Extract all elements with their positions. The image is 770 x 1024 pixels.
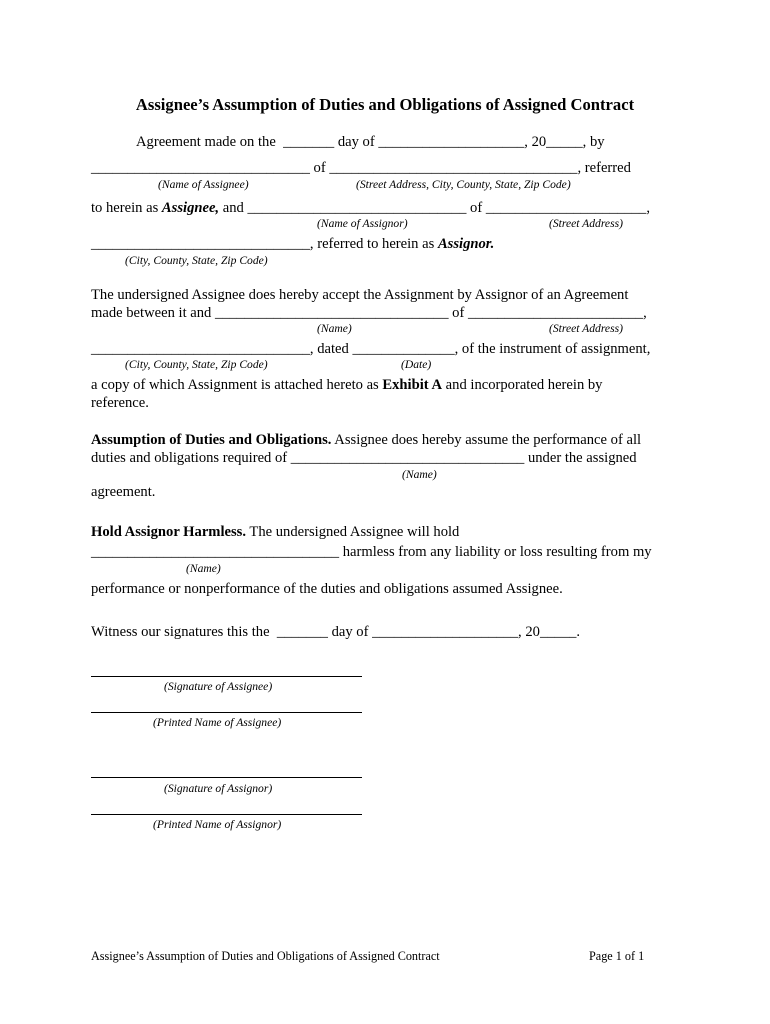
assumption-heading: Assumption of Duties and Obligations.: [91, 432, 332, 448]
signature-line-assignee: [91, 676, 362, 677]
hold-line-1-post: The undersigned Assignee will hold: [246, 524, 460, 540]
witness-line: Witness our signatures this the _______ day of ____________________, 20_____.: [91, 624, 581, 640]
caption-signature-assignee: (Signature of Assignee): [164, 680, 273, 693]
caption-printed-name-assignor: (Printed Name of Assignor): [153, 818, 282, 831]
caption-accept-name: (Name): [317, 322, 352, 335]
intro-line-1: Agreement made on the _______ day of ____________________, 20_____, by: [136, 134, 605, 150]
intro-line-3: [91, 200, 650, 217]
caption-printed-name-assignee: (Printed Name of Assignee): [153, 716, 282, 729]
hold-heading: Hold Assignor Harmless.: [91, 524, 247, 540]
caption-assumption-name: (Name): [402, 468, 437, 481]
intro-line-4: [91, 236, 494, 253]
accept-line-2: made between it and ________________________________ of ________________________,: [91, 305, 647, 321]
accept-line-4-post: and incorporated herein by: [442, 377, 603, 393]
intro-line-3-post: and ______________________________ of ______________________,: [219, 200, 651, 216]
assumption-line-1-post: Assignee does hereby assume the performance of all: [331, 432, 642, 448]
assumption-line-2: duties and obligations required of ________________________________ under the assigned: [91, 450, 637, 466]
printed-name-line-assignee: [91, 712, 362, 713]
accept-line-5: reference.: [91, 395, 149, 411]
assignee-term: Assignee,: [161, 200, 220, 216]
assumption-line-3: agreement.: [91, 484, 156, 500]
caption-hold-name: (Name): [186, 562, 221, 575]
caption-assignor-address: (Street Address): [549, 217, 623, 230]
accept-line-3: ______________________________, dated ______________, of the instrument of assignment,: [91, 341, 651, 357]
caption-name-of-assignee: (Name of Assignee): [158, 178, 249, 191]
footer-title: Assignee’s Assumption of Duties and Obligations of Assigned Contract: [91, 949, 440, 963]
assignor-term: Assignor.: [437, 236, 495, 252]
signature-line-assignor: [91, 777, 362, 778]
hold-line-2: __________________________________ harmless from any liability or loss resulting from my: [91, 544, 652, 560]
hold-line-1: [91, 524, 459, 541]
caption-name-of-assignor: (Name of Assignor): [317, 217, 408, 230]
caption-assignee-address: (Street Address, City, County, State, Zip Code): [356, 178, 571, 191]
caption-accept-city: (City, County, State, Zip Code): [125, 358, 268, 371]
caption-accept-address: (Street Address): [549, 322, 623, 335]
intro-line-4-pre: ______________________________, referred to herein as: [91, 236, 438, 252]
exhibit-a-term: Exhibit A: [382, 377, 443, 393]
caption-assignor-city: (City, County, State, Zip Code): [125, 254, 268, 267]
intro-line-2: ______________________________ of __________________________________, referred: [91, 160, 631, 176]
intro-line-3-pre: to herein as: [91, 200, 162, 216]
document-title: Assignee’s Assumption of Duties and Obligations of Assigned Contract: [135, 95, 635, 114]
accept-line-1: The undersigned Assignee does hereby accept the Assignment by Assignor of an Agreement: [91, 287, 629, 303]
caption-signature-assignor: (Signature of Assignor): [164, 782, 273, 795]
footer-page-number: Page 1 of 1: [589, 949, 645, 963]
hold-line-3: performance or nonperformance of the duties and obligations assumed Assignee.: [91, 581, 563, 597]
printed-name-line-assignor: [91, 814, 362, 815]
accept-line-4: [91, 377, 602, 394]
accept-line-4-pre: a copy of which Assignment is attached hereto as: [91, 377, 383, 393]
assumption-line-1: [91, 432, 641, 449]
caption-accept-date: (Date): [401, 358, 432, 371]
